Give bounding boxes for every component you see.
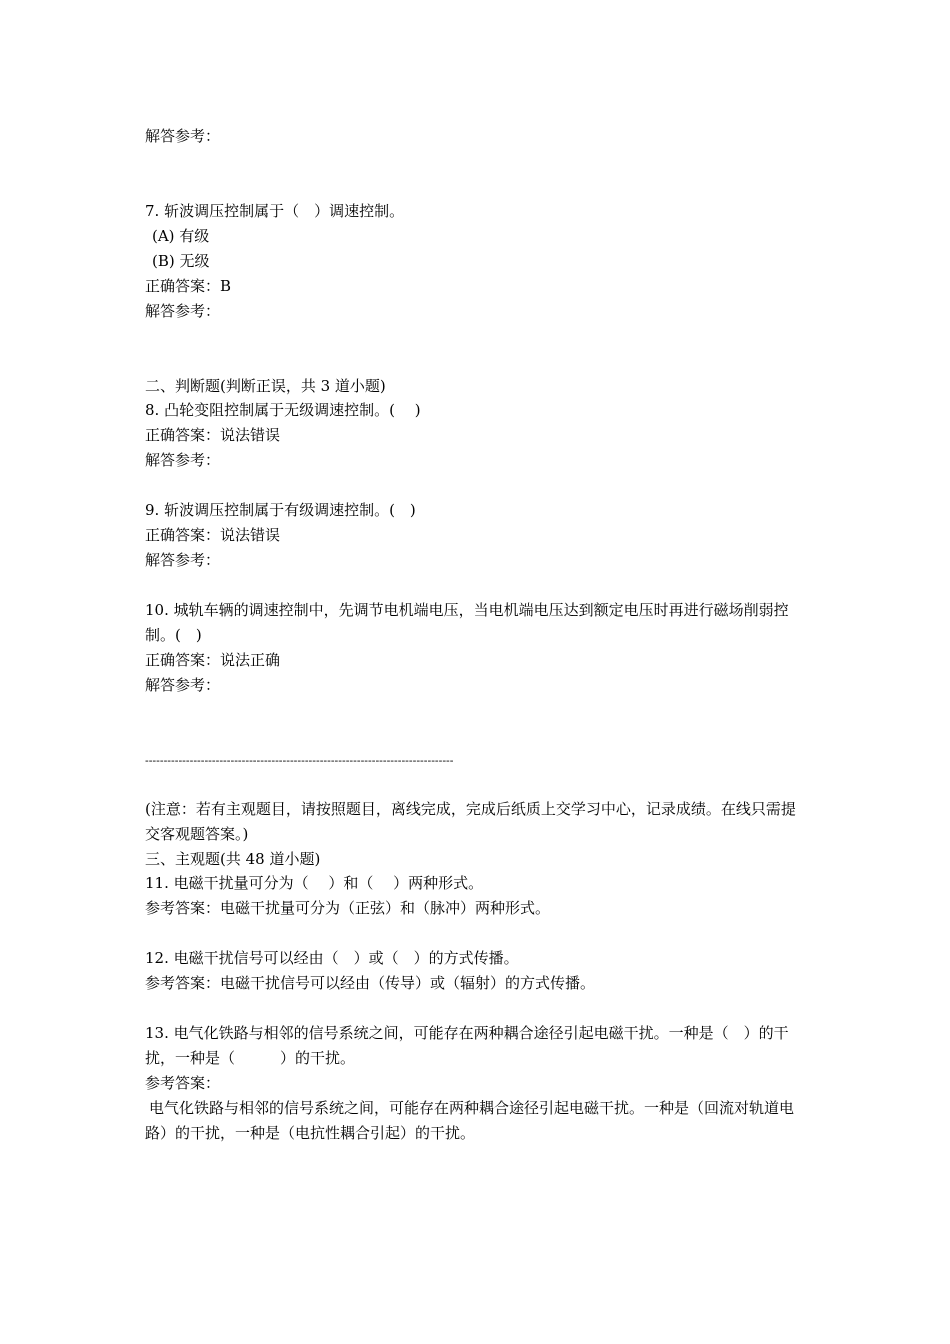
q7-answer: 正确答案：B [145, 277, 232, 295]
q8-answer: 正确答案：说法错误 [145, 426, 281, 444]
q8-question: 8. 凸轮变阻控制属于无级调速控制。( ) [145, 401, 421, 419]
q10-answer: 正确答案：说法正确 [145, 651, 281, 669]
notice: (注意：若有主观题目，请按照题目，离线完成，完成后纸质上交学习中心，记录成绩。在线只需提交客观题答案。) [145, 800, 796, 843]
q13-answer: 电气化铁路与相邻的信号系统之间，可能存在两种耦合途径引起电磁干扰。一种是（回流对轨道电路）的干扰，一种是（电抗性耦合引起）的干扰。 [145, 1099, 795, 1142]
q10-question: 10. 城轨车辆的调速控制中，先调节电机端电压，当电机端电压达到额定电压时再进行磁场削弱控制。( ) [145, 601, 789, 644]
q7-option-b: (B) 无级 [152, 252, 210, 270]
q9-question: 9. 斩波调压控制属于有级调速控制。( ) [145, 501, 416, 519]
divider: ----------------------------------------------------------------------------------- [145, 754, 454, 767]
q11-question: 11. 电磁干扰量可分为（ ）和（ ）两种形式。 [145, 874, 484, 892]
q7-question: 7. 斩波调压控制属于（ ）调速控制。 [145, 202, 405, 220]
q10-explain: 解答参考： [145, 676, 221, 694]
q7-option-a: (A) 有级 [152, 227, 210, 245]
q13-answer-label: 参考答案： [145, 1074, 221, 1092]
q12-question: 12. 电磁干扰信号可以经由（ ）或（ ）的方式传播。 [145, 949, 519, 967]
q11-answer: 参考答案：电磁干扰量可分为（正弦）和（脉冲）两种形式。 [145, 899, 551, 917]
section-2-title: 二、判断题(判断正误，共 3 道小题) [145, 377, 386, 395]
section-3-title: 三、主观题(共 48 道小题) [145, 850, 321, 868]
q13-question: 13. 电气化铁路与相邻的信号系统之间，可能存在两种耦合途径引起电磁干扰。一种是（ ）的干扰，一种是（ ）的干扰。 [145, 1024, 789, 1067]
q7-explain: 解答参考： [145, 302, 221, 320]
q9-explain: 解答参考： [145, 551, 221, 569]
q9-answer: 正确答案：说法错误 [145, 526, 281, 544]
q6-explain: 解答参考： [145, 127, 221, 145]
q8-explain: 解答参考： [145, 451, 221, 469]
q12-answer: 参考答案：电磁干扰信号可以经由（传导）或（辐射）的方式传播。 [145, 974, 596, 992]
